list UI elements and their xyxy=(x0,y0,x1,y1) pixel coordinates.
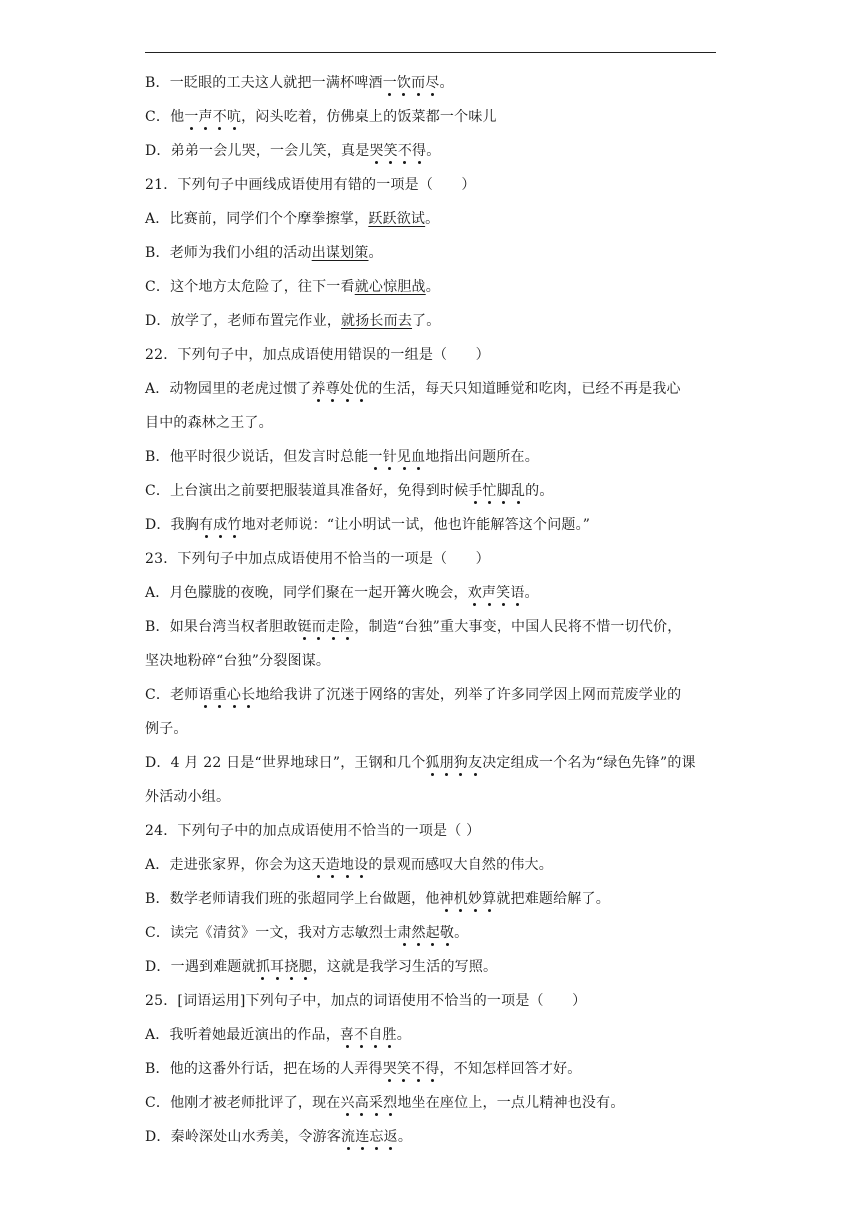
text-segment: D．一遇到难题就 xyxy=(145,959,256,975)
dotted-idiom: 一声不吭 xyxy=(184,109,242,125)
dotted-idiom: 语重心长 xyxy=(198,687,256,703)
text-segment: B．一眨眼的工夫这人就把一满杯啤酒 xyxy=(145,75,383,91)
text-segment: 目中的森林之王了。 xyxy=(145,415,273,431)
text-line xyxy=(145,372,716,406)
text-segment: 。 xyxy=(368,245,383,261)
text-line xyxy=(145,746,716,780)
text-segment: ，制造“台独”重大事变，中国人民将不惜一切代价， xyxy=(354,619,682,635)
text-segment: 了。 xyxy=(412,313,441,329)
dotted-idiom: 有成竹 xyxy=(199,517,242,533)
text-segment: 。 xyxy=(397,1129,413,1145)
dotted-idiom: 一饮而尽 xyxy=(382,75,440,91)
text-line xyxy=(145,474,716,508)
dotted-idiom: 抓耳挠腮 xyxy=(255,959,313,975)
text-line xyxy=(145,338,716,372)
underlined-idiom: 就心惊胆战 xyxy=(354,279,426,295)
text-segment: A．动物园里的老虎过惯了 xyxy=(145,381,312,397)
text-segment: 22．下列句子中，加点成语使用错误的一组是（ ） xyxy=(145,347,490,363)
dotted-idiom: 欢声笑语 xyxy=(467,585,525,601)
text-segment: 例子。 xyxy=(145,721,188,737)
text-segment: 坚决地粉碎“台独”分裂图谋。 xyxy=(145,653,331,669)
text-segment: A．走进张家界，你会为这 xyxy=(145,857,312,873)
text-line xyxy=(145,168,716,202)
text-line xyxy=(145,202,716,236)
text-line xyxy=(145,916,716,950)
underlined-idiom: 跃跃欲试 xyxy=(368,211,426,227)
text-segment: 23．下列句子中加点成语使用不恰当的一项是（ ） xyxy=(145,551,490,567)
dotted-idiom: 流连忘返 xyxy=(341,1129,398,1145)
text-segment: 。 xyxy=(425,211,440,227)
dotted-idiom: 兴高采烈 xyxy=(340,1095,398,1111)
text-segment: C．老师 xyxy=(145,687,199,703)
text-segment: C．这个地方太危险了，往下一看 xyxy=(145,279,355,295)
dotted-idiom: 神机妙算 xyxy=(439,891,497,907)
text-line xyxy=(145,814,716,848)
text-segment: 的景观而感叹大自然的伟大。 xyxy=(368,857,553,873)
text-line xyxy=(145,440,716,474)
dotted-idiom: 天造地设 xyxy=(311,857,369,873)
dotted-idiom: 铤而走险 xyxy=(297,619,355,635)
text-segment: 。 xyxy=(396,1027,411,1043)
dotted-idiom: 哭笑不得 xyxy=(369,143,427,159)
text-segment: D．4 月 22 日是“世界地球日”，王钢和几个 xyxy=(145,755,426,771)
text-segment: B．他平时很少说话，但发言时总能 xyxy=(145,449,369,465)
text-line xyxy=(145,100,716,134)
dotted-idiom: 狐朋狗友 xyxy=(425,755,483,771)
text-segment: 。 xyxy=(425,279,440,295)
text-segment: 。 xyxy=(454,925,469,941)
text-line xyxy=(145,66,716,100)
header-rule xyxy=(145,52,716,53)
dotted-idiom: 手忙脚乱 xyxy=(468,483,526,499)
text-segment: 决定组成一个名为“绿色先锋”的课 xyxy=(482,755,696,771)
text-segment: 。 xyxy=(439,75,454,91)
text-segment: 地对老师说：“让小明试一试，他也许能解答这个问题。” xyxy=(241,517,591,533)
text-line xyxy=(145,406,716,440)
text-segment: C．他刚才被老师批评了，现在 xyxy=(145,1095,341,1111)
text-line xyxy=(145,712,716,746)
text-line xyxy=(145,882,716,916)
text-line xyxy=(145,1052,716,1086)
text-segment: D．我胸 xyxy=(145,517,200,533)
text-line xyxy=(145,678,716,712)
text-segment: B．数学老师请我们班的张超同学上台做题，他 xyxy=(145,891,440,907)
text-segment: D．弟弟一会儿哭，一会儿笑，真是 xyxy=(145,143,370,159)
text-line xyxy=(145,1120,716,1154)
text-segment: 。 xyxy=(426,143,441,159)
text-segment: 的生活，每天只知道睡觉和吃肉，已经不再是我心 xyxy=(368,381,681,397)
text-segment: A．我听着她最近演出的作品， xyxy=(145,1027,340,1043)
text-segment: D．放学了，老师布置完作业， xyxy=(145,313,342,329)
text-segment: ，这就是我学习生活的写照。 xyxy=(312,959,498,975)
text-line xyxy=(145,134,716,168)
text-segment: B．如果台湾当权者胆敢 xyxy=(145,619,298,635)
text-line xyxy=(145,542,716,576)
text-line xyxy=(145,1086,716,1120)
text-line xyxy=(145,1018,716,1052)
text-segment: 地指出问题所在。 xyxy=(425,449,539,465)
text-line xyxy=(145,508,716,542)
text-line xyxy=(145,644,716,678)
text-segment: B．老师为我们小组的活动 xyxy=(145,245,312,261)
text-segment: D．秦岭深处山水秀美，令游客 xyxy=(145,1129,342,1145)
text-segment: A．比赛前，同学们个个摩拳擦掌， xyxy=(145,211,369,227)
text-line xyxy=(145,236,716,270)
text-segment: C．他 xyxy=(145,109,185,125)
text-segment: C．上台演出之前要把服装道具准备好，免得到时候 xyxy=(145,483,469,499)
text-segment: 地坐在座位上，一点儿精神也没有。 xyxy=(397,1095,625,1111)
text-segment: 24．下列句子中的加点成语使用不恰当的一项是（ ） xyxy=(145,823,481,839)
text-segment: C．读完《清贫》一文，我对方志敏烈士 xyxy=(145,925,398,941)
text-line xyxy=(145,984,716,1018)
text-line xyxy=(145,270,716,304)
text-segment: 就把难题给解了。 xyxy=(496,891,610,907)
dotted-idiom: 肃然起敬 xyxy=(397,925,455,941)
underlined-idiom: 出谋划策 xyxy=(311,245,369,261)
text-segment: B．他的这番外行话，把在场的人弄得 xyxy=(145,1061,383,1077)
text-segment: 的。 xyxy=(525,483,554,499)
text-line xyxy=(145,304,716,338)
dotted-idiom: 养尊处优 xyxy=(311,381,369,397)
text-segment: 地给我讲了沉迷于网络的害处，列举了许多同学因上网而荒废学业的 xyxy=(255,687,682,703)
text-segment: 。 xyxy=(524,585,539,601)
text-segment: 21．下列句子中画线成语使用有错的一项是（ ） xyxy=(145,177,476,193)
text-line xyxy=(145,950,716,984)
dotted-idiom: 喜不自胜 xyxy=(339,1027,397,1043)
underlined-idiom: 就扬长而去 xyxy=(341,313,413,329)
text-segment: 25．[词语运用]下列句子中，加点的词语使用不恰当的一项是（ ） xyxy=(145,993,587,1009)
dotted-idiom: 哭笑不得 xyxy=(382,1061,440,1077)
text-line xyxy=(145,780,716,814)
text-segment: 外活动小组。 xyxy=(145,789,231,805)
text-line xyxy=(145,576,716,610)
text-segment: ，不知怎样回答才好。 xyxy=(439,1061,582,1077)
dotted-idiom: 一针见血 xyxy=(368,449,426,465)
text-line xyxy=(145,848,716,882)
text-segment: ，闷头吃着，仿佛桌上的饭菜都一个味儿 xyxy=(241,109,497,125)
question-content xyxy=(145,66,716,1154)
text-line xyxy=(145,610,716,644)
text-segment: A．月色朦胧的夜晚，同学们聚在一起开篝火晚会， xyxy=(145,585,468,601)
